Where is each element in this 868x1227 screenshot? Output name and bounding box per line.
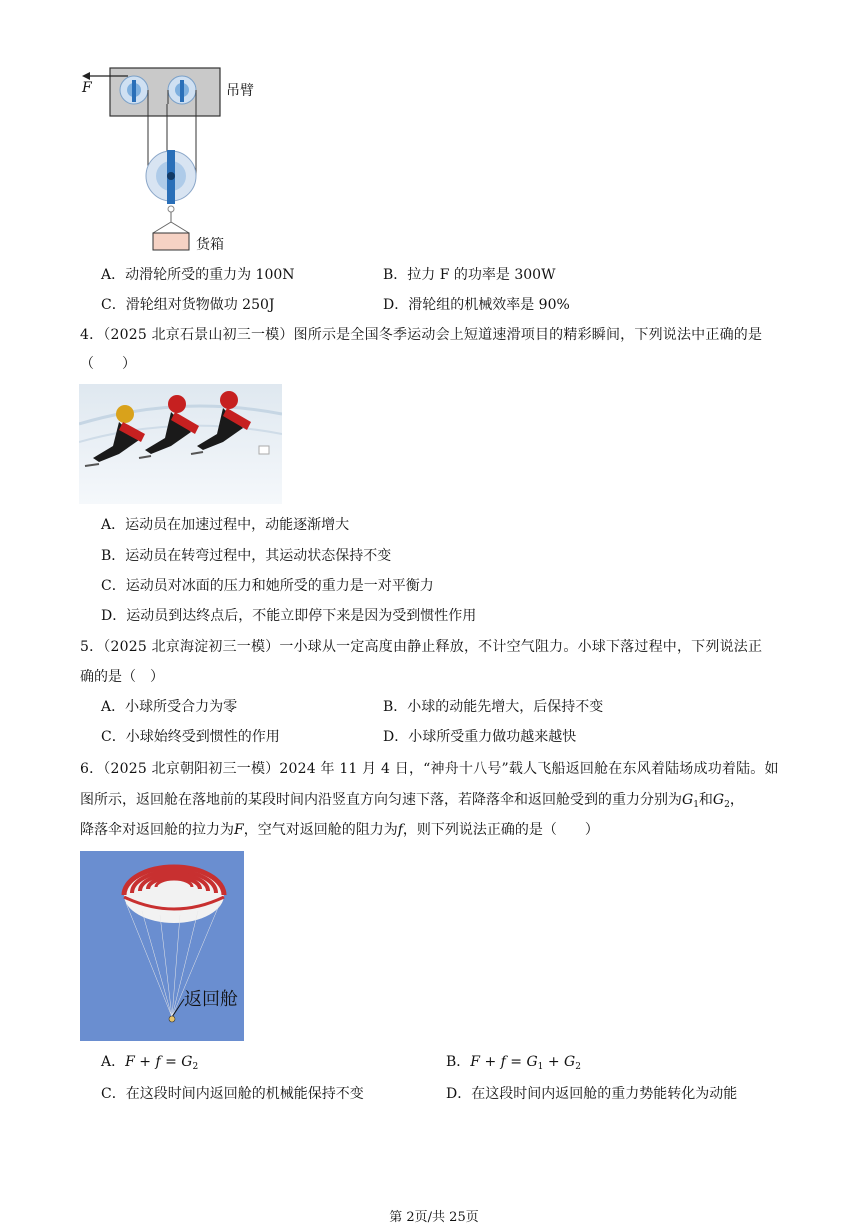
q6-option-b-sub2: 2 <box>575 1062 581 1072</box>
q5-option-b: B．小球的动能先增大，后保持不变 <box>383 699 604 715</box>
q5-option-c: C．小球始终受到惯性的作用 <box>101 729 280 745</box>
pulley-figure <box>78 64 268 260</box>
f-symbol: f <box>397 822 403 838</box>
q5-option-d: D．小球所受重力做功越来越快 <box>383 729 577 745</box>
q3-option-b: B．拉力 F 的功率是 300W <box>383 267 556 283</box>
q4-option-c: C．运动员对冰面的压力和她所受的重力是一对平衡力 <box>101 578 434 594</box>
arm-label: 吊臂 <box>226 83 254 99</box>
page-footer: 第 2页/共 25页 <box>389 1210 479 1225</box>
q6-option-a-sub: 2 <box>192 1062 199 1072</box>
q6-option-c: C．在这段时间内返回舱的机械能保持不变 <box>101 1086 364 1102</box>
parachute-photo <box>80 851 244 1041</box>
q4-option-b: B．运动员在转弯过程中，其运动状态保持不变 <box>101 548 392 564</box>
q3-option-a: A．动滑轮所受的重力为 100N <box>101 267 295 283</box>
q3-option-c: C．滑轮组对货物做功 250J <box>101 297 275 313</box>
g1-subscript: 1 <box>693 800 699 810</box>
g1-symbol: G <box>682 792 694 808</box>
q6-stem-line2-text: 图所示，返回舱在落地前的某段时间内沿竖直方向匀速下落，若降落伞和返回舱受到的重力分别为 <box>80 792 682 808</box>
q6-stem-line1: 6．（2025 北京朝阳初三一模）2024 年 11 月 4 日，“神舟十八号”载人飞船返回舱在东风着陆场成功着陆。如 <box>80 761 779 777</box>
q6-option-b-formula: F + f = G <box>470 1054 538 1070</box>
q6-stem-line3c: ，则下列说法正确的是（ ） <box>402 822 599 838</box>
q6-option-a-prefix: A． <box>101 1054 126 1070</box>
q6-option-a-formula: F + f = G <box>125 1054 193 1070</box>
q6-option-b-sub1: 1 <box>537 1062 544 1072</box>
g2-subscript: 2 <box>724 800 730 810</box>
q5-stem-line2: 确的是（ ） <box>80 669 164 685</box>
q6-stem-line2 <box>80 790 744 815</box>
q4-paren: （ ） <box>80 356 136 372</box>
q6-option-a <box>101 1052 198 1077</box>
q5-option-a: A．小球所受合力为零 <box>101 699 238 715</box>
q3-option-d: D．滑轮组的机械效率是 90% <box>383 297 570 313</box>
g2-symbol: G <box>712 792 725 808</box>
q6-stem-line3a: 降落伞对返回舱的拉力为 <box>80 822 234 838</box>
speed-skating-photo <box>79 384 282 504</box>
stem-line2-end: ， <box>729 792 744 808</box>
capsule-label: 返回舱 <box>184 989 238 1010</box>
box-label: 货箱 <box>196 237 224 253</box>
q5-stem-line1: 5．（2025 北京海淀初三一模）一小球从一定高度由静止释放，不计空气阻力。小球下落过程中，下列说法正 <box>80 639 763 655</box>
q6-stem-line3 <box>80 820 599 840</box>
q4-option-a: A．运动员在加速过程中，动能逐渐增大 <box>101 517 350 533</box>
q4-stem: 4．（2025 北京石景山初三一模）图所示是全国冬季运动会上短道速滑项目的精彩瞬间，下列说法中正确的是 <box>80 327 763 343</box>
q6-option-b <box>446 1052 581 1077</box>
q4-option-d: D．运动员到达终点后，不能立即停下来是因为受到惯性作用 <box>101 608 477 624</box>
and-text: 和 <box>698 792 713 808</box>
force-label: F <box>82 80 92 96</box>
q6-stem-line3b: ，空气对返回舱的阻力为 <box>243 822 398 838</box>
F-symbol: F <box>234 822 244 838</box>
q6-option-b-plus: + G <box>543 1054 576 1070</box>
q6-option-d: D．在这段时间内返回舱的重力势能转化为动能 <box>446 1086 738 1102</box>
q6-option-b-prefix: B． <box>446 1054 471 1070</box>
